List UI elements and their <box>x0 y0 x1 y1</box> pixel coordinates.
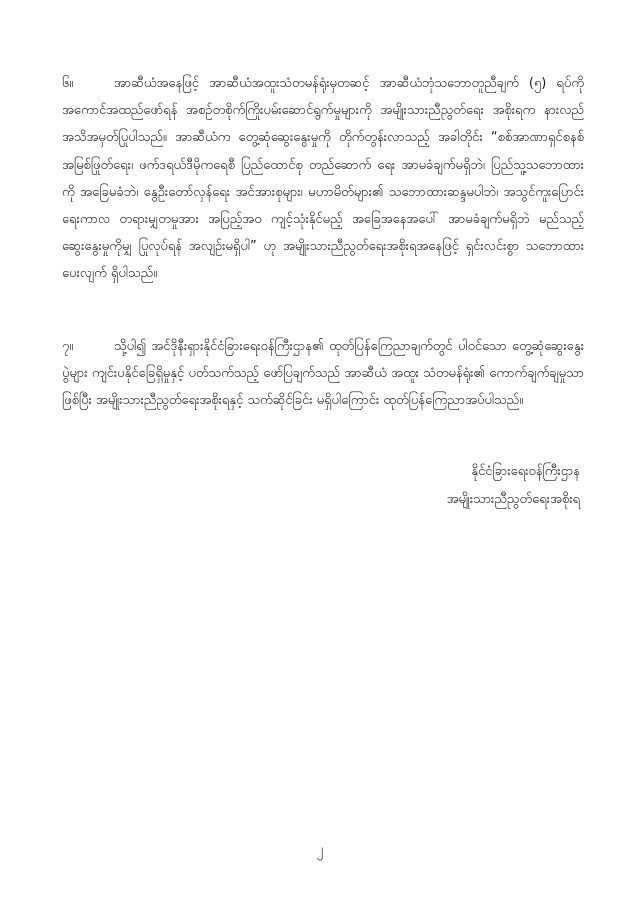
signature-block <box>447 458 580 514</box>
paragraph-6 <box>62 70 584 288</box>
paragraph-7 <box>62 333 584 415</box>
paragraph-number: ၇။ <box>62 339 74 354</box>
paragraph-text: သို့ပါ၍ အင်ဒိုနီးရှားနိုင်ငံခြားရေးဝန်ကြီးဌာန၏ ထုတ်ပြန်ကြေညာချက်တွင် ပါဝင်သော တွေ့ဆုံဆွေးနွေးပွဲများ ကျင်းပနိုင်ခြေရှိမှုနှင့် ပတ်သက်သည့် ဖော်ပြချက်သည် အာဆီယံ အထူး သံတမန်ရုံး၏ ကောက်ချက်ချမှုသာဖြစ်ပြီး အမျိုးသားညီညွတ်ရေးအစိုးရနှင့် သက်ဆိုင်ခြင်း မရှိပါကြောင်း ထုတ်ပြန်ကြေညာအပ်ပါသည်။ <box>62 339 584 409</box>
signature-ministry: နိုင်ငံခြားရေးဝန်ကြီးဌာန <box>471 464 580 479</box>
signature-government: အမျိုးသားညီညွတ်ရေးအစိုးရ <box>446 492 580 507</box>
paragraph-number: ၆။ <box>62 76 74 91</box>
page-number: ၂ <box>316 842 324 858</box>
paragraph-text: အာဆီယံအနေဖြင့် အာဆီယံအထူးသံတမန်ရုံးမှတဆင့် အာဆီယံဘုံသဘောတူညီချက် (၅) ရပ်ကို အကောင်အထည်ဖော်ရန် အစဉ်တစိုက်ကြိုးပမ်းဆောင်ရွက်မှုများကို အမျိုးသားညီညွတ်ရေး အစိုးရက နားလည်အသိအမှတ်ပြုပါသည်။ အာဆီယံက တွေ့ဆုံဆွေးနွေးမှုကို တိုက်တွန်းလာသည့် အခါတိုင်း “စစ်အာဏာရှင်စနစ် အမြစ်ဖြုတ်ရေး၊ ဖက်ဒရယ်ဒီမိုကရေစီ ပြည်ထောင်စု တည်ဆောက် ရေး အာမခံချက်မရှိဘဲ၊ ပြည်သူ့သဘောထားကို အခြေမခံဘဲ၊ နွေဦးတော်လှန်ရေး အင်အားစုများ၊ မဟာမိတ်များ၏ သဘောထားဆန္ဒမပါဘဲ၊ အသွင်ကူးပြောင်းရေးကာလ တရားမျှတမှုအား အပြည့်အဝ ကျင့်သုံးနိုင်မည့် အခြေအနေအပေါ် အာမခံချက်မရှိဘဲ မည်သည့်ဆွေးနွေးမှုကိုမျှ ပြုလုပ်ရန် အလျဉ်းမရှိပါ” ဟု အမျိုးသားညီညွတ်ရေးအစိုးရအနေဖြင့် ရှင်းလင်းစွာ သဘောထား ပေးလျက် ရှိပါသည်။ <box>62 76 584 282</box>
